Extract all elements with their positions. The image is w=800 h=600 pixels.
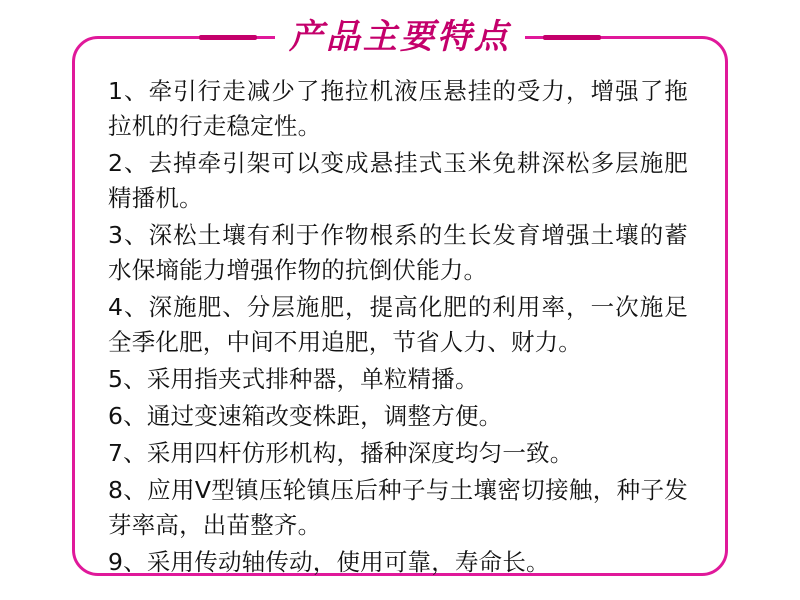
list-item: 5、采用指夹式排种器，单粒精播。 [108, 365, 479, 393]
list-item: 7、采用四杆仿形机构，播种深度均匀一致。 [108, 439, 574, 467]
list-item: 9、采用传动轴传动，使用可靠，寿命长。 [108, 548, 550, 576]
poster-title-band [0, 8, 800, 66]
list-item: 2、去掉牵引架可以变成悬挂式玉米免耕深松多层施肥精播机。 [108, 149, 688, 212]
feature-list [108, 74, 688, 580]
list-item: 4、深施肥、分层施肥，提高化肥的利用率，一次施足全季化肥，中间不用追肥，节省人力、财力。 [108, 293, 688, 356]
list-item: 8、应用V型镇压轮镇压后种子与土壤密切接触，种子发芽率高，出苗整齐。 [108, 476, 688, 539]
title-rule-left [199, 35, 257, 40]
list-item: 1、牵引行走减少了拖拉机液压悬挂的受力，增强了拖拉机的行走稳定性。 [108, 77, 688, 140]
page-title: 产品主要特点 [275, 20, 525, 54]
title-rule-right [543, 35, 601, 40]
list-item: 6、通过变速箱改变株距，调整方便。 [108, 402, 503, 430]
features-content [108, 74, 688, 576]
list-item: 3、深松土壤有利于作物根系的生长发育增强土壤的蓄水保墒能力增强作物的抗倒伏能力。 [108, 221, 688, 284]
